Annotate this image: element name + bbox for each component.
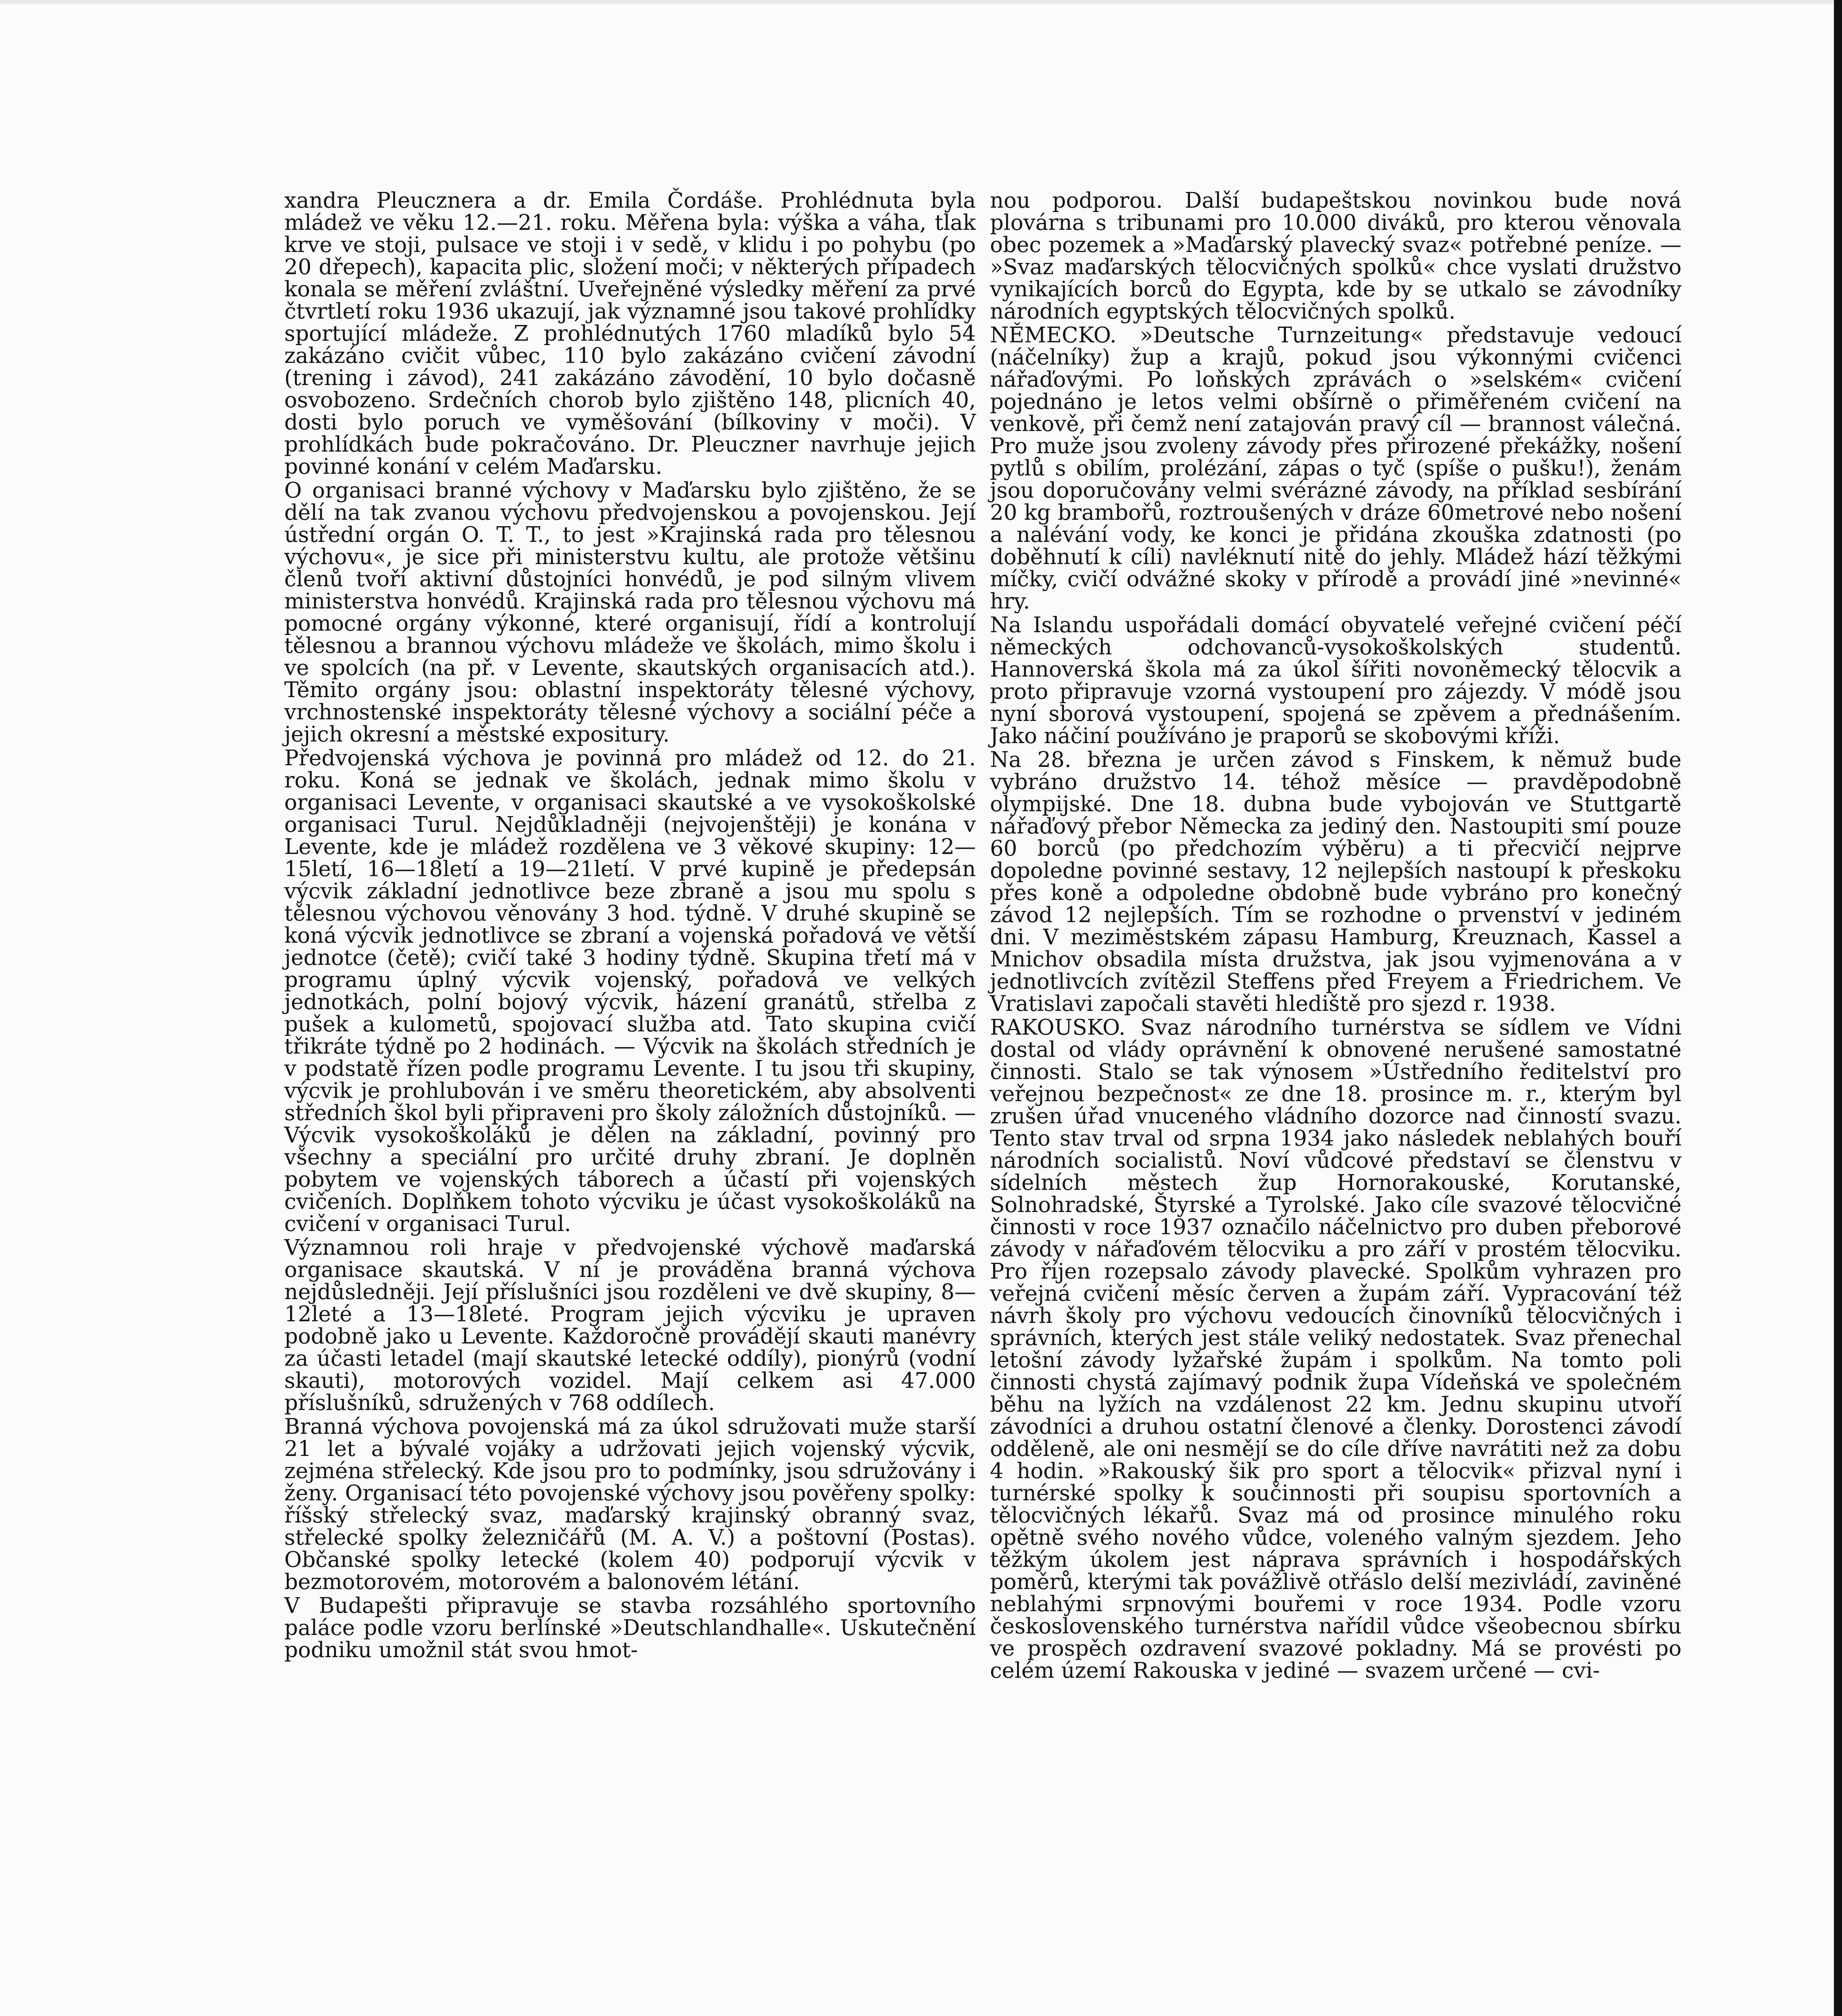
paragraph: V Budapešti připravuje se stavba rozsáhlého sportovního paláce podle vzoru berlínské »Deutschlandhalle«. Uskutečnění podniku umožnil stát svou hmot-	[284, 1593, 976, 1662]
paragraph: Předvojenská výchova je povinná pro mládež od 12. do 21. roku. Koná se jednak ve školách, jednak mimo školu v organisaci Levente, v organisaci skautské a ve vysokoškolské organisaci Turul. Nejdůkladněji (nejvojenštěji) je konána v Levente, kde je mládež rozdělena ve 3 věkové skupiny: 12—15letí, 16—18letí a 19—21letí. V prvé kupině je předepsán výcvik základní jednotlivce beze zbraně a jsou mu spolu s tělesnou výchovou věnovány 3 hod. týdně. V druhé skupině se koná výcvik jednotlivce se zbraní a vojenská pořadová ve větší jednotce (četě); cvičí také 3 hodiny týdně. Skupina třetí má v programu úplný výcvik vojenský, pořadová ve velkých jednotkách, polní bojový výcvik, házení granátů, střelba z pušek a kulometů, spojovací služba atd. Tato skupina cvičí třikráte týdně po 2 hodinách. — Výcvik na školách středních je v podstatě řízen podle programu Levente. I tu jsou tři skupiny, výcvik je prohlubován i ve směru theoretickém, aby absolventi středních škol byli připraveni pro školy záložních důstojníků. — Výcvik vysokoškoláků je dělen na základní, povinný pro všechny a speciální pro určité druhy zbraní. Je doplněn pobytem ve vojenských táborech a účastí při vojenských cvičeních. Doplňkem tohoto výcviku je účast vysokoškoláků na cvičení v organisaci Turul.	[284, 746, 976, 1236]
page-top-edge	[0, 0, 1842, 4]
right-column	[990, 190, 1682, 1682]
paragraph: Branná výchova povojenská má za úkol sdružovati muže starší 21 let a bývalé vojáky a udržovati jejich vojenský výcvik, zejména střelecký. Kde jsou pro to podmínky, jsou sdružovány i ženy. Organisací této povojenské výchovy jsou pověřeny spolky: říšský střelecký svaz, maďarský krajinský obranný svaz, střelecké spolky železničářů (M. A. V.) a poštovní (Postas). Občanské spolky letecké (kolem 40) podporují výcvik v bezmotorovém, motorovém a balonovém létání.	[284, 1414, 976, 1594]
paragraph: RAKOUSKO. Svaz národního turnérstva se sídlem ve Vídni dostal od vlády oprávnění k obnovené nerušené samostatné činnosti. Stalo se tak výnosem »Ústředního ředitelství pro veřejnou bezpečnost« ze dne 18. prosince m. r., kterým byl zrušen úřad vnuceného vládního dozorce nad činností svazu. Tento stav trval od srpna 1934 jako následek neblahých bouří národních socialistů. Noví vůdcové představí se členstvu v sídelních městech žup Hornorakouské, Korutanské, Solnohradské, Štyrské a Tyrolské. Jako cíle svazové tělocvičné činnosti v roce 1937 označilo náčelnictvo pro duben přeborové závody v nářaďovém tělocviku a pro září v prostém tělocviku. Pro říjen rozepsalo závody plavecké. Spolkům vyhrazen pro veřejná cvičení měsíc červen a župám září. Vypracování též návrh školy pro výchovu vedoucích činovníků tělocvičných i správních, kterých jest stále veliký nedostatek. Svaz přenechal letošní závody lyžařské župám i spolkům. Na tomto poli činnosti chystá zajímavý podnik župa Vídeňská ve společném běhu na lyžích na vzdálenost 22 km. Jednu skupinu utvoří závodníci a druhou ostatní členové a členky. Dorostenci závodí odděleně, ale oni nesmějí se do cíle dříve navrátiti než za dobu 4 hodin. »Rakouský šik pro sport a tělocvik« přizval nyní i turnérské spolky k součinnosti při soupisu sportovních a tělocvičných lékařů. Svaz má od prosince minulého roku opětně svého nového vůdce, voleného valným sjezdem. Jeho těžkým úkolem jest náprava správních i hospodářských poměrů, kterými tak povážlivě otřáslo delší mezivládí, zaviněné neblahými srpnovými bouřemi v roce 1934. Podle vzoru československého turnérstva nařídil vůdce všeobecnou sbírku ve prospěch ozdravení svazové pokladny. Má se provésti po celém území Rakouska v jediné — svazem určené — cvi-	[990, 1015, 1682, 1683]
paragraph: Významnou roli hraje v předvojenské výchově maďarská organisace skautská. V ní je prováděna branná výchova nejdůsledněji. Její příslušníci jsou rozděleni ve dvě skupiny, 8—12leté a 13—18leté. Program jejich výcviku je upraven podobně jako u Levente. Každoročně provádějí skauti manévry za účasti letadel (mají skautské letecké oddíly), pionýrů (vodní skauti), motorových vozidel. Mají celkem asi 47.000 příslušníků, sdružených v 768 oddílech.	[284, 1235, 976, 1415]
paragraph: Na Islandu uspořádali domácí obyvatelé veřejné cvičení péčí německých odchovanců-vysokoškolských studentů. Hannoverská škola má za úkol šířiti novoněmecký tělocvik a proto připravuje vzorná vystoupení pro zájezdy. V módě jsou nyní sborová vystoupení, spojená se zpěvem a přednášením. Jako náčiní používáno je praporů se skobovými kříži.	[990, 613, 1682, 748]
left-column	[284, 190, 976, 1661]
paragraph: nou podporou. Další budapeštskou novinkou bude nová plovárna s tribunami pro 10.000 diváků, pro kterou věnovala obec pozemek a »Maďarský plavecký svaz« potřebné peníze. — »Svaz maďarských tělocvičných spolků« chce vyslati družstvo vynikajících borců do Egypta, kde by se utkalo se závodníky národních egyptských tělocvičných spolků.	[990, 188, 1682, 324]
paragraph: Na 28. března je určen závod s Finskem, k němuž bude vybráno družstvo 14. téhož měsíce — pravděpodobně olympijské. Dne 18. dubna bude vybojován ve Stuttgartě nářaďový přebor Německa za jediný den. Nastoupiti smí pouze 60 borců (po předchozím výběru) a ti přecvičí nejprve dopoledne povinné sestavy, 12 nejlepších nastoupí k přeskoku přes koně a odpoledne obdobně bude vybráno pro konečný závod 12 nejlepších. Tím se rozhodne o prvenství v jediném dni. V meziměstském zápasu Hamburg, Kreuznach, Kassel a Mnichov obsadila místa družstva, jak jsou vyjmenována a v jednotlivcích zvítězil Steffens před Freyem a Friedrichem. Ve Vratislavi započali stavěti hlediště pro sjezd r. 1938.	[990, 748, 1682, 1016]
paragraph: NĚMECKO. »Deutsche Turnzeitung« představuje vedoucí (náčelníky) žup a krajů, pokud jsou výkonnými cvičenci nářaďovými. Po loňských zprávách o »selském« cvičení pojednáno je letos velmi obšírně o přiměřeném cvičení na venkově, při čemž není zatajován pravý cíl — brannost válečná. Pro muže jsou zvoleny závody přes přirozené překážky, nošení pytlů s obilím, prolézání, zápas o tyč (spíše o pušku!), ženám jsou doporučovány velmi svérázné závody, na příklad sesbírání 20 kg brambořů, roztroušených v dráze 60metrové nebo nošení a nalévání vody, ke konci je přidána zkouška zdatnosti (po doběhnutí k cíli) navléknutí nitě do jehly. Mládež hází těžkými míčky, cvičí odvážné skoky v přírodě a provádí jiné »nevinné« hry.	[990, 323, 1682, 614]
page-right-edge	[1834, 0, 1842, 2016]
paragraph: xandra Pleucznera a dr. Emila Čordáše. Prohlédnuta byla mládež ve věku 12.—21. roku. Měřena byla: výška a váha, tlak krve ve stoji, pulsace ve stoji i v sedě, v klidu i po pohybu (po 20 dřepech), kapacita plic, složení moči; v některých případech konala se měření zvláštní. Uveřejněné výsledky měření za prvé čtvrtletí roku 1936 ukazují, jak významné jsou takové prohlídky sportující mládeže. Z prohlédnutých 1760 mladíků bylo 54 zakázáno cvičit vůbec, 110 bylo zakázáno cvičení závodní (trening i závod), 241 zakázáno závodění, 10 bylo dočasně osvobozeno. Srdečních chorob bylo zjištěno 148, plicních 40, dosti bylo poruch ve vyměšování (bílkoviny v moči). V prohlídkách bude pokračováno. Dr. Pleuczner navrhuje jejich povinné konání v celém Maďarsku.	[284, 188, 976, 479]
paragraph: O organisaci branné výchovy v Maďarsku bylo zjištěno, že se dělí na tak zvanou výchovu předvojenskou a povojenskou. Její ústřední orgán O. T. T., to jest »Krajinská rada pro tělesnou výchovu«, je sice při ministerstvu kultu, ale protože většinu členů tvoří aktivní důstojníci honvédů, je pod silným vlivem ministerstva honvédů. Krajinská rada pro tělesnou výchovu má pomocné orgány výkonné, které organisují, řídí a kontrolují tělesnou a brannou výchovu mládeže ve školách, mimo školu i ve spolcích (na př. v Levente, skautských organisacích atd.). Těmito orgány jsou: oblastní inspektoráty tělesné výchovy, vrchnostenské inspektoráty tělesné výchovy a sociální péče a jejich okresní a městské expositury.	[284, 478, 976, 747]
